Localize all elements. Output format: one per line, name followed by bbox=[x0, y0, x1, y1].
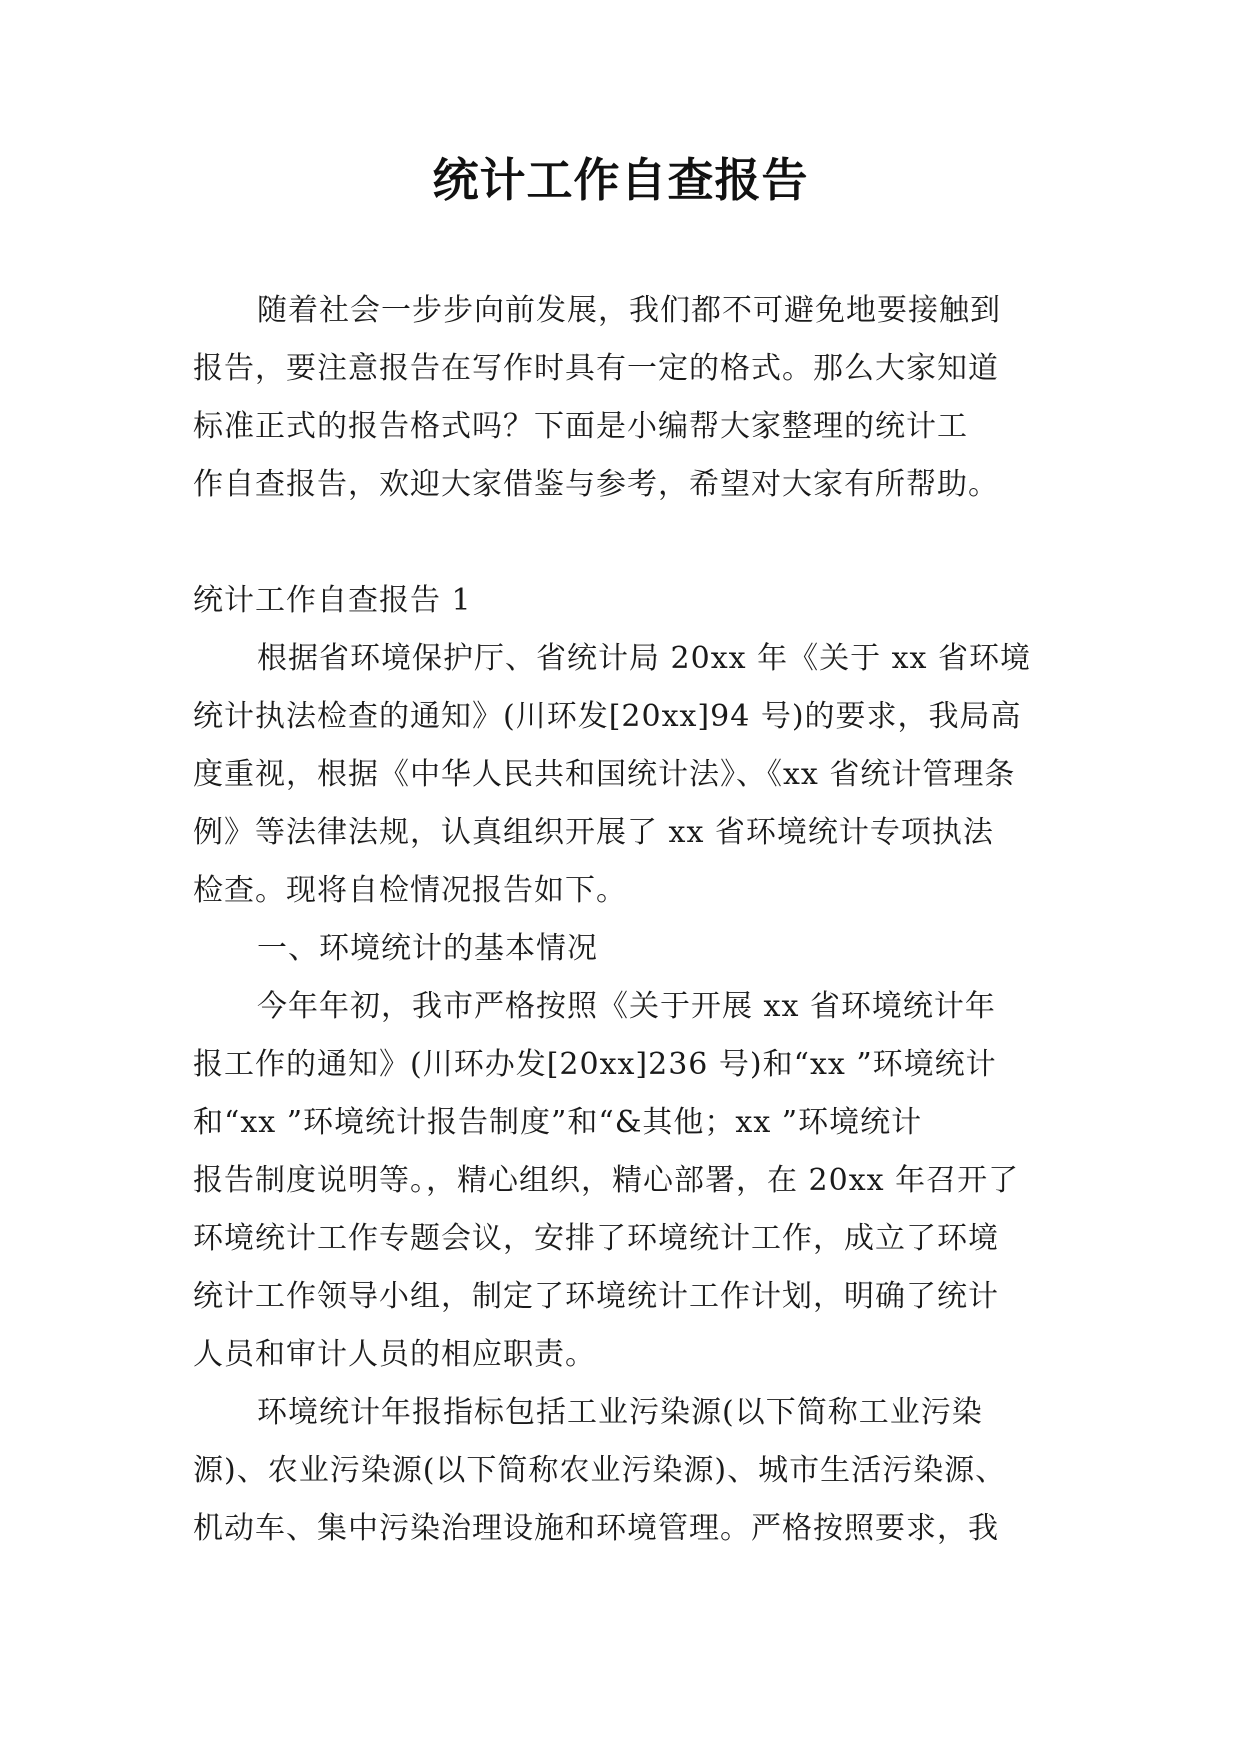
text-line: 统计执法检查的通知》(川环发[20xx]94 号)的要求，我局高 bbox=[193, 699, 1022, 734]
text-line: 度重视，根据《中华人民共和国统计法》、《xx 省统计管理条 bbox=[193, 757, 1016, 792]
text-line: 统计工作领导小组，制定了环境统计工作计划，明确了统计 bbox=[193, 1279, 999, 1314]
text-line: 和“xx ”环境统计报告制度”和“&其他；xx ”环境统计 bbox=[193, 1105, 923, 1140]
paragraph-spacer bbox=[193, 514, 1053, 572]
subheading: 一、环境统计的基本情况 bbox=[257, 931, 598, 966]
document-title: 统计工作自查报告 bbox=[432, 153, 809, 207]
text-line: 源)、农业污染源(以下简称农业污染源)、城市生活污染源、 bbox=[193, 1453, 1007, 1488]
paragraph-2 bbox=[193, 978, 1053, 1384]
text-line: 随着社会一步步向前发展，我们都不可避免地要接触到 bbox=[257, 293, 1001, 328]
paragraph-1 bbox=[193, 630, 1053, 920]
text-line: 环境统计工作专题会议，安排了环境统计工作，成立了环境 bbox=[193, 1221, 999, 1256]
text-line: 报工作的通知》(川环办发[20xx]236 号)和“xx ”环境统计 bbox=[193, 1047, 997, 1082]
document-body bbox=[193, 282, 1053, 1558]
text-line: 今年年初，我市严格按照《关于开展 xx 省环境统计年 bbox=[257, 989, 996, 1024]
text-line: 例》等法律法规，认真组织开展了 xx 省环境统计专项执法 bbox=[193, 815, 994, 850]
text-line: 根据省环境保护厅、省统计局 20xx 年《关于 xx 省环境 bbox=[257, 641, 1031, 676]
intro-paragraph bbox=[193, 282, 1053, 514]
section-heading: 统计工作自查报告 1 bbox=[193, 583, 472, 618]
text-line: 报告制度说明等。，精心组织，精心部署，在 20xx 年召开了 bbox=[193, 1163, 1020, 1198]
text-line: 作自查报告，欢迎大家借鉴与参考，希望对大家有所帮助。 bbox=[193, 467, 999, 502]
text-line: 标准正式的报告格式吗？下面是小编帮大家整理的统计工 bbox=[193, 409, 968, 444]
text-line: 检查。现将自检情况报告如下。 bbox=[193, 873, 627, 908]
text-line: 机动车、集中污染治理设施和环境管理。严格按照要求，我 bbox=[193, 1511, 999, 1546]
text-line: 报告，要注意报告在写作时具有一定的格式。那么大家知道 bbox=[193, 351, 999, 386]
text-line: 环境统计年报指标包括工业污染源(以下简称工业污染 bbox=[257, 1395, 983, 1430]
text-line: 人员和审计人员的相应职责。 bbox=[193, 1337, 596, 1372]
paragraph-3 bbox=[193, 1384, 1053, 1558]
